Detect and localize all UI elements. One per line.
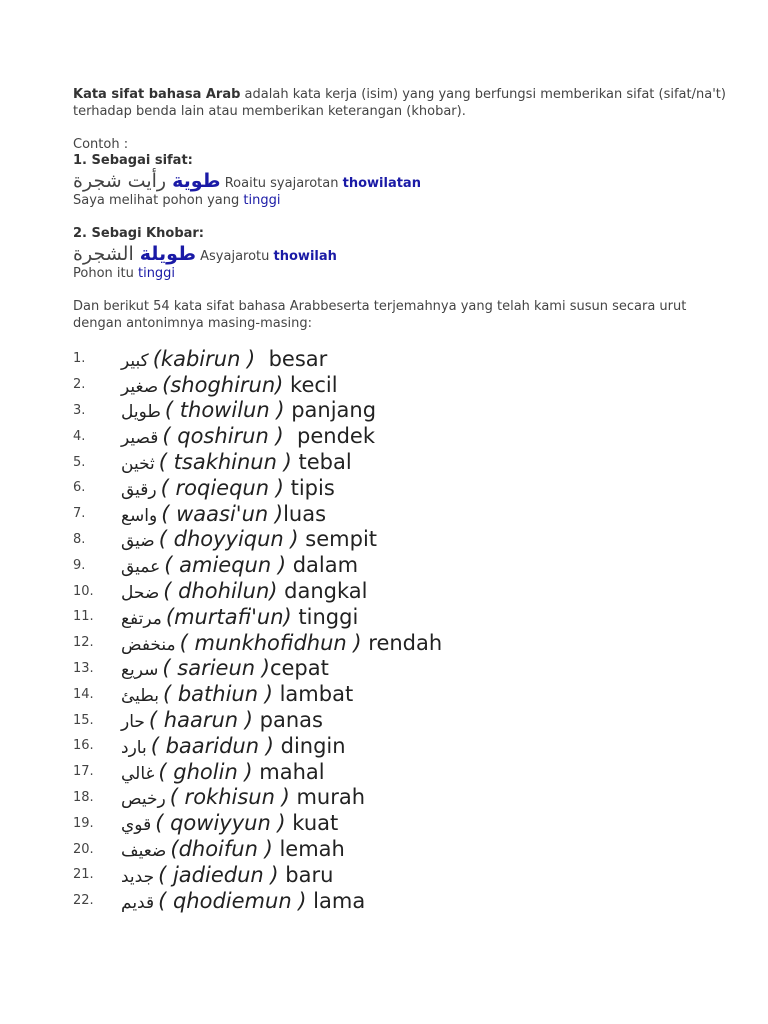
item-entry <box>121 785 365 809</box>
item-number: 19. <box>73 815 94 831</box>
item-entry <box>121 889 365 913</box>
list-item <box>73 785 442 811</box>
item-meaning: lama <box>306 888 366 913</box>
item-number: 3. <box>73 402 86 418</box>
item-arabic: ضعيف <box>121 841 167 862</box>
list-item <box>73 346 442 372</box>
item-number: 6. <box>73 480 86 496</box>
item-transliteration: ( amiequn ) <box>164 553 287 578</box>
item-meaning: tinggi <box>291 604 359 629</box>
item-entry <box>121 811 338 835</box>
item-transliteration: ( waasi'un ) <box>161 501 284 526</box>
list-item <box>73 475 442 501</box>
item-arabic: سريع <box>121 660 159 681</box>
item-number: 7. <box>73 506 86 522</box>
item-arabic: ضحل <box>121 583 160 604</box>
item-transliteration: (kabirun ) <box>152 346 256 371</box>
lead-line-1: Dan berikut 54 kata sifat bahasa Arabbeserta terjemahnya yang telah kami susun secara urut <box>73 299 687 314</box>
item-entry <box>121 863 333 887</box>
item-arabic: حار <box>121 712 145 733</box>
item-meaning: lambat <box>272 682 354 707</box>
intro-bold-term: Kata sifat bahasa Arab <box>73 87 241 102</box>
contoh-label: Contoh : <box>73 137 129 152</box>
item-meaning: sempit <box>298 527 378 552</box>
item-meaning: kecil <box>283 372 338 397</box>
item-number: 22. <box>73 893 94 909</box>
list-item <box>73 733 442 759</box>
item-meaning: pendek <box>283 424 375 449</box>
list-item <box>73 681 442 707</box>
item-number: 10. <box>73 583 94 599</box>
list-item <box>73 423 442 449</box>
item-meaning: dingin <box>273 733 346 758</box>
example-2-sentence <box>73 243 337 268</box>
item-number: 21. <box>73 867 94 883</box>
item-number: 9. <box>73 557 86 573</box>
item-meaning: tipis <box>283 475 335 500</box>
item-arabic: قديم <box>121 892 155 913</box>
item-meaning: besar <box>255 346 328 371</box>
item-arabic: بارد <box>121 737 147 758</box>
item-number: 13. <box>73 660 94 676</box>
list-item <box>73 372 442 398</box>
item-transliteration: ( sarieun ) <box>162 656 270 681</box>
example-2-translation-text: Pohon itu <box>73 266 138 281</box>
list-item <box>73 862 442 888</box>
item-transliteration: (murtafi'un) <box>165 604 292 629</box>
example-2-translation-highlight: tinggi <box>137 266 176 281</box>
item-transliteration: ( dhohilun) <box>163 579 278 604</box>
item-arabic: رقيق <box>121 479 157 500</box>
item-transliteration: ( rokhisun ) <box>169 785 290 810</box>
intro-line-2: terhadap benda lain atau memberikan keterangan (khobar). <box>73 104 466 119</box>
example-2-heading: 2. Sebagi Khobar: <box>73 226 205 241</box>
example-1-translation <box>73 193 280 209</box>
list-item <box>73 888 442 914</box>
item-meaning: luas <box>283 501 327 526</box>
example-1-latin-highlight: thowilatan <box>342 176 421 191</box>
example-1-translation-highlight: tinggi <box>243 193 281 208</box>
list-item <box>73 552 442 578</box>
item-meaning: panas <box>252 708 323 733</box>
item-number: 4. <box>73 428 86 444</box>
item-entry <box>121 450 352 474</box>
item-arabic: جديد <box>121 866 155 887</box>
list-item <box>73 398 442 424</box>
item-transliteration: ( haarun ) <box>148 708 253 733</box>
item-arabic: قصير <box>121 428 159 449</box>
item-entry <box>121 837 345 861</box>
item-transliteration: ( jadiedun ) <box>158 862 279 887</box>
list-item <box>73 501 442 527</box>
item-arabic: بطيئ <box>121 686 159 707</box>
list-item <box>73 449 442 475</box>
item-number: 1. <box>73 351 86 367</box>
item-number: 15. <box>73 712 94 728</box>
example-2-translation <box>73 266 175 282</box>
item-entry <box>121 682 353 706</box>
item-number: 16. <box>73 738 94 754</box>
item-number: 12. <box>73 635 94 651</box>
item-transliteration: (shoghirun) <box>162 372 284 397</box>
item-number: 8. <box>73 531 86 547</box>
list-item <box>73 630 442 656</box>
item-meaning: tebal <box>291 450 352 475</box>
item-meaning: dangkal <box>277 579 368 604</box>
item-number: 5. <box>73 454 86 470</box>
item-meaning: murah <box>289 785 366 810</box>
item-meaning: panjang <box>284 398 377 423</box>
item-entry <box>121 708 323 732</box>
item-transliteration: ( bathiun ) <box>162 682 273 707</box>
item-entry <box>121 424 375 448</box>
item-entry <box>121 760 325 784</box>
item-arabic: غالي <box>121 763 155 784</box>
item-entry <box>121 502 326 526</box>
item-transliteration: (dhoifun ) <box>170 837 273 862</box>
item-transliteration: ( gholin ) <box>158 759 253 784</box>
item-arabic: رخيص <box>121 789 166 810</box>
item-transliteration: ( munkhofidhun ) <box>179 630 362 655</box>
item-arabic: ضيق <box>121 531 155 552</box>
example-1-arabic: رأيت شجرة <box>73 170 173 192</box>
item-arabic: طويل <box>121 402 161 423</box>
adjective-list <box>73 346 442 914</box>
item-transliteration: ( tsakhinun ) <box>158 450 292 475</box>
item-transliteration: ( dhoyyiqun ) <box>158 527 299 552</box>
item-arabic: قوي <box>121 815 152 836</box>
list-item <box>73 810 442 836</box>
item-arabic: مرتفع <box>121 608 162 629</box>
item-transliteration: ( qhodiemun ) <box>158 888 307 913</box>
list-item <box>73 759 442 785</box>
example-2-arabic: الشجرة <box>73 243 140 265</box>
example-1-translation-text: Saya melihat pohon yang <box>73 193 244 208</box>
item-arabic: عميق <box>121 557 161 578</box>
item-meaning: cepat <box>269 656 329 681</box>
list-item <box>73 836 442 862</box>
item-number: 17. <box>73 764 94 780</box>
item-arabic: صغير <box>121 376 159 397</box>
item-arabic: كبير <box>121 350 149 371</box>
item-meaning: dalam <box>286 553 359 578</box>
item-meaning: rendah <box>361 630 443 655</box>
item-meaning: baru <box>278 862 334 887</box>
example-1-arabic-bold: طوية <box>172 170 221 192</box>
list-item <box>73 578 442 604</box>
intro-line-1 <box>73 87 726 103</box>
example-1-sentence <box>73 170 421 195</box>
item-number: 20. <box>73 841 94 857</box>
item-entry <box>121 527 377 551</box>
example-1-latin: Roaitu syajarotan <box>220 176 343 191</box>
item-arabic: ثخين <box>121 454 155 475</box>
item-entry <box>121 631 442 655</box>
example-2-latin-highlight: thowilah <box>273 249 337 264</box>
item-number: 2. <box>73 377 86 393</box>
item-transliteration: ( thowilun ) <box>164 398 285 423</box>
item-number: 18. <box>73 789 94 805</box>
item-arabic: واسع <box>121 505 158 526</box>
item-entry <box>121 605 358 629</box>
item-transliteration: ( qowiyyun ) <box>155 811 286 836</box>
item-entry <box>121 373 338 397</box>
item-entry <box>121 476 335 500</box>
list-item <box>73 527 442 553</box>
item-entry <box>121 398 376 422</box>
item-meaning: mahal <box>252 759 325 784</box>
item-number: 11. <box>73 609 94 625</box>
list-item <box>73 604 442 630</box>
example-2-arabic-bold: طويلة <box>139 243 196 265</box>
item-entry <box>121 579 367 603</box>
lead-line-2: dengan antonimnya masing-masing: <box>73 316 312 331</box>
item-meaning: lemah <box>272 837 345 862</box>
item-transliteration: ( baaridun ) <box>150 733 274 758</box>
item-entry <box>121 347 327 371</box>
item-meaning: kuat <box>285 811 339 836</box>
item-entry <box>121 553 358 577</box>
example-2-latin: Asyajarotu <box>196 249 274 264</box>
list-item <box>73 707 442 733</box>
item-transliteration: ( roqiequn ) <box>160 475 284 500</box>
intro-text: adalah kata kerja (isim) yang yang berfungsi memberikan sifat (sifat/na't) <box>240 87 726 102</box>
item-number: 14. <box>73 686 94 702</box>
item-transliteration: ( qoshirun ) <box>162 424 284 449</box>
example-1-heading: 1. Sebagai sifat: <box>73 153 193 168</box>
item-entry <box>121 734 346 758</box>
item-arabic: منخفض <box>121 634 176 655</box>
item-entry <box>121 656 329 680</box>
list-item <box>73 656 442 682</box>
